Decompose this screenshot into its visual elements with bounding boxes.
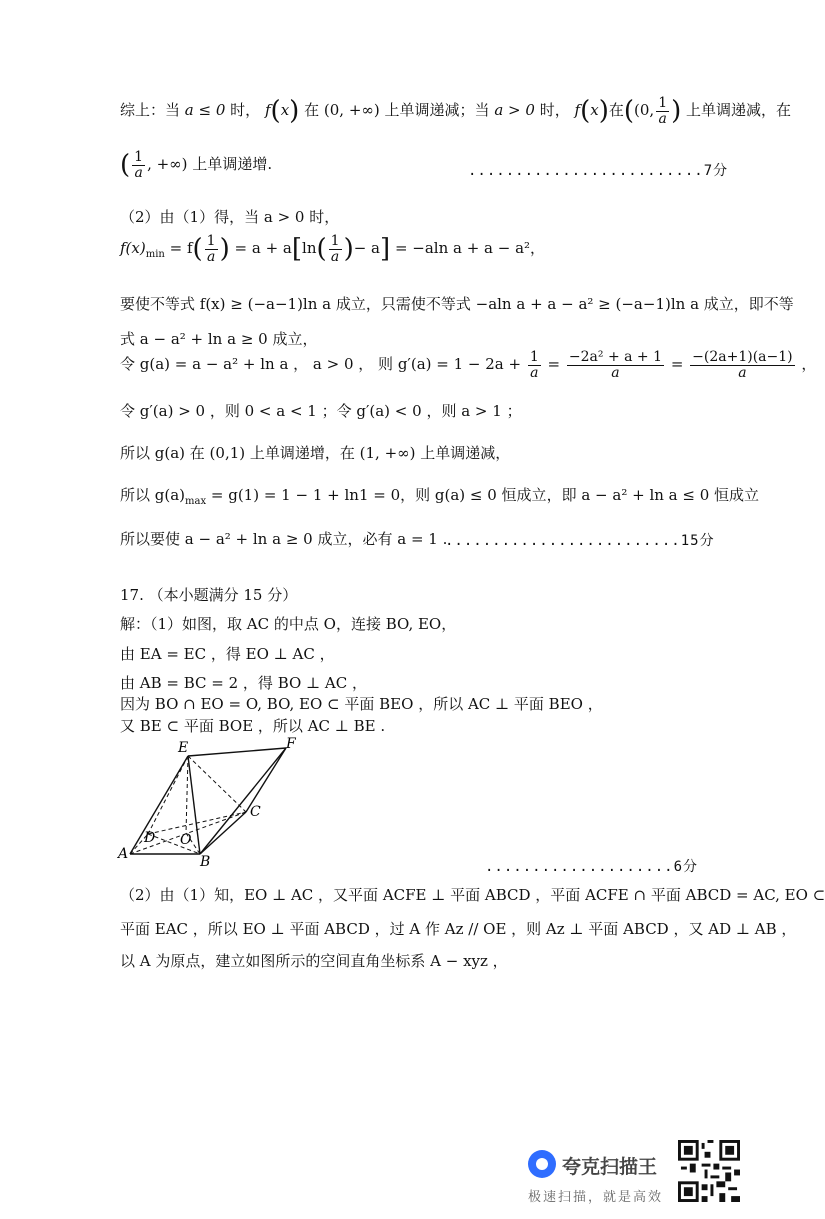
label-O: O: [180, 832, 192, 848]
label-B: B: [200, 854, 211, 870]
frac-den: a: [658, 110, 667, 127]
q17-line-4: 因为 BO ∩ EO = O, BO, EO ⊂ 平面 BEO ，所以 AC ⊥ 平面 BEO ，: [120, 695, 603, 713]
summary-line-2: ( $\frac{1}{a}$ , +∞) 上单调递增.: [120, 149, 273, 181]
dec-text-1: 上单调递减；当: [384, 101, 490, 120]
min-result: = −aln a + a − a²，: [394, 239, 546, 258]
in-text: 在: [304, 101, 320, 120]
g-definition: [120, 350, 816, 380]
edge-EF: [188, 748, 286, 756]
g-def-text: 令 g(a) = a − a² + ln a ， a > 0 ， 则 g′(a) = 1 − 2a +: [120, 355, 522, 374]
score-7: .........................7分: [468, 163, 729, 179]
fraction-1-over-a: [656, 96, 669, 126]
min-frac: [205, 234, 218, 264]
edge-EO: [186, 756, 188, 833]
summary-prefix: 综上：当: [120, 101, 181, 120]
edge-FB: [200, 748, 286, 854]
mid-expr: = a + a: [234, 239, 292, 258]
q17-title: 17. （本小题满分 15 分）: [120, 586, 298, 604]
scanner-watermark: [528, 1140, 778, 1210]
q17-line-5: 又 BE ⊂ 平面 BOE ，所以 AC ⊥ BE .: [120, 717, 386, 735]
score-15: .........................15分: [445, 533, 715, 549]
frac-num-2: 1: [134, 149, 144, 165]
f-symbol: f: [264, 101, 271, 120]
interval2-left: (: [623, 96, 635, 127]
gprime-condition: 令 g′(a) > 0 ，则 0 < a < 1 ；令 g′(a) < 0 ，则 a > 1 ；: [120, 402, 522, 420]
g-frac-1-num: 1: [529, 349, 539, 365]
g-frac-1: [528, 350, 541, 380]
ln-text: ln: [302, 239, 317, 258]
edge-DB: [148, 834, 200, 854]
cond-a-gt-0: a > 0: [494, 101, 535, 120]
frac-num: 1: [658, 95, 668, 111]
summary-t1: 时，: [230, 101, 261, 120]
scanner-logo-icon: [528, 1150, 556, 1178]
geometry-figure: [118, 738, 318, 868]
monotone-line: 所以 g(a) 在 (0,1) 上单调递增，在 (1, +∞) 上单调递减，: [120, 444, 511, 462]
label-E: E: [178, 740, 189, 756]
interval2-left-text: (0,: [634, 101, 655, 120]
q17-line-1: 解：（1）如图，取 AC 的中点 O，连接 BO, EO，: [120, 615, 457, 633]
frac-den-2: a: [134, 164, 143, 181]
g-eq-2: =: [670, 355, 684, 374]
interval-0-inf: (0, +∞): [323, 101, 380, 120]
part2-line-3: 以 A 为原点，建立如图所示的空间直角坐标系 A − xyz ，: [120, 952, 508, 970]
summary-t2: 时，: [539, 101, 570, 120]
edge-ED: [148, 756, 188, 834]
interval2-right: ): [671, 96, 682, 127]
score-6: ....................6分: [485, 859, 699, 875]
dec-text-2: 上单调递减，在: [686, 101, 792, 120]
ineq-line-1: 要使不等式 f(x) ≥ (−a−1)ln a 成立，只需使不等式 −aln a + a − a² ≥ (−a−1)ln a 成立，即不等: [120, 295, 794, 313]
eq-f: = f: [169, 239, 193, 258]
part2-intro: （2）由（1）得，当 a > 0 时，: [120, 208, 340, 226]
g-end: ，: [801, 355, 817, 374]
qr-code-icon: [678, 1140, 740, 1202]
min-frac-num: 1: [206, 233, 216, 249]
label-A: A: [118, 846, 129, 862]
ineq-line-2: 式 a − a² + ln a ≥ 0 成立，: [120, 330, 318, 348]
q17-line-2: 由 EA = EC ，得 EO ⊥ AC ，: [120, 645, 335, 663]
brand-slogan: 极速扫描，就是高效: [528, 1190, 664, 1205]
g-frac-2-num: −2a² + a + 1: [568, 349, 663, 365]
interval-right-end: , +∞): [147, 155, 188, 174]
edge-EC: [188, 756, 246, 812]
cond-a-le-0: a ≤ 0: [184, 101, 226, 120]
inc-text: 上单调递增.: [192, 155, 273, 174]
part2-line-1: （2）由（1）知，EO ⊥ AC ，又平面 ACFE ⊥ 平面 ABCD ，平面 ACFE ∩ 平面 ABCD = AC, EO ⊂: [120, 886, 825, 904]
minus-a: − a: [353, 239, 380, 258]
edge-FC: [246, 748, 286, 812]
brand-name: 夸克扫描王: [562, 1156, 658, 1178]
conclusion-line: 所以要使 a − a² + ln a ≥ 0 成立，必有 a = 1 .: [120, 530, 448, 548]
gmax-post: = g(1) = 1 − 1 + ln1 = 0，则 g(a) ≤ 0 恒成立，即 a − a² + ln a ≤ 0 恒成立: [206, 486, 760, 504]
f-x: f(x): [120, 239, 146, 258]
g-eq-1: =: [547, 355, 561, 374]
g-frac-1-den: a: [530, 364, 539, 381]
part2-line-2: 平面 EAC ，所以 EO ⊥ 平面 ABCD ，过 A 作 Az // OE ，则 Az ⊥ 平面 ABCD ，又 AD ⊥ AB ，: [120, 920, 797, 938]
x-symbol: x: [280, 101, 290, 120]
fraction-1-over-a-2: [132, 150, 145, 180]
min-formula: $f(x)_{min} = f$( $\frac{1}{a}$ ) = a + a[ln( $\frac{1}{a}$ )− a] = −aln a + a − a²，: [120, 233, 546, 265]
gmax-line: [120, 484, 759, 507]
ln-frac-den: a: [330, 248, 340, 265]
ln-frac-num: 1: [330, 233, 340, 249]
q17-line-3: 由 AB = BC = 2 ，得 BO ⊥ AC ，: [120, 674, 368, 692]
edge-BC: [200, 812, 246, 854]
label-C: C: [250, 804, 261, 820]
label-F: F: [286, 736, 296, 752]
min-frac-den: a: [206, 248, 216, 265]
min-sub: min: [145, 249, 165, 261]
gmax-pre: 所以 g(a): [120, 486, 186, 504]
g-frac-2: [567, 350, 664, 380]
g-frac-3-num: −(2a+1)(a−1): [692, 349, 793, 365]
label-D: D: [144, 830, 156, 846]
ln-frac: [329, 234, 342, 264]
g-frac-2-den: a: [611, 364, 620, 381]
gmax-sub: max: [185, 496, 207, 507]
g-frac-3: [690, 350, 794, 380]
g-frac-3-den: a: [738, 364, 747, 381]
summary-line-1: 综上：当 a ≤ 0 时， f(x) 在 (0, +∞) 上单调递减；当 a > 0 时， f(x)在((0, $\frac{1}{a}$ ) 上单调递减，在: [120, 95, 792, 127]
